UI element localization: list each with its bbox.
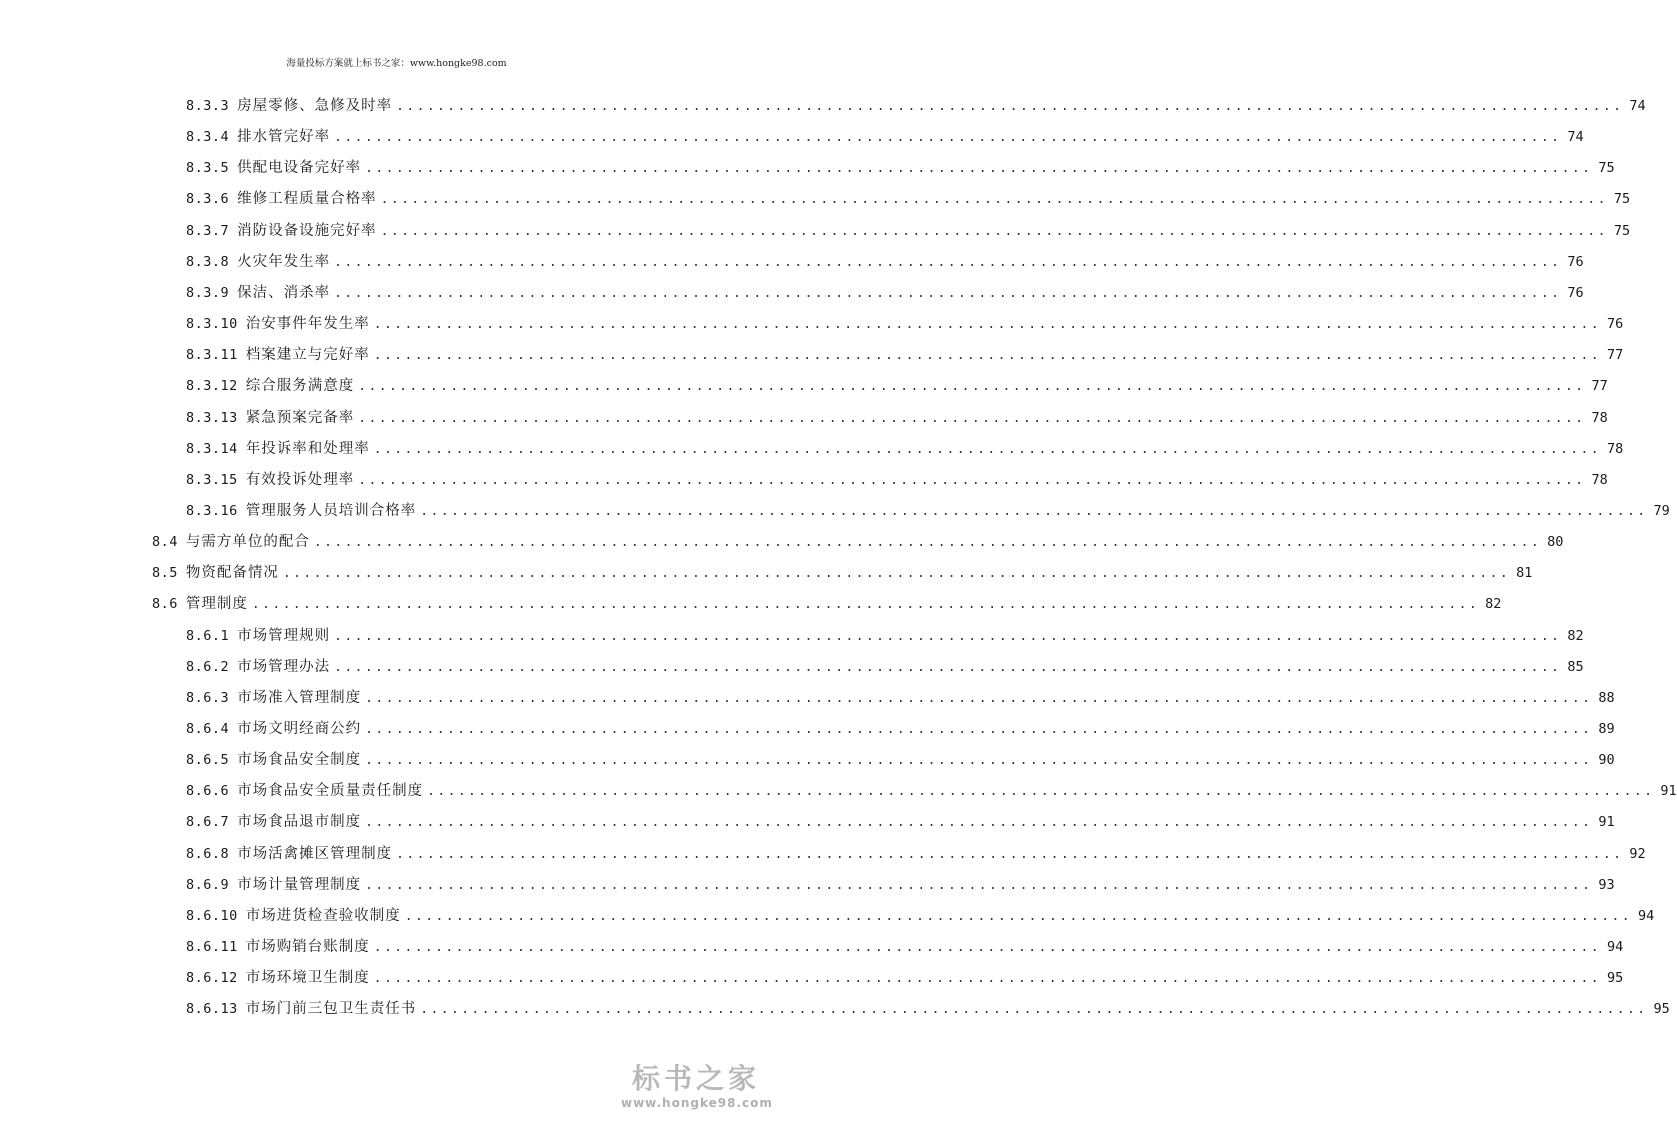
toc-entry-number: 8.6.3 [186, 689, 230, 706]
toc-entry-number: 8.3.8 [186, 253, 230, 270]
toc-entry[interactable] [186, 496, 1670, 527]
toc-entry[interactable] [186, 91, 1646, 122]
toc-entry-page: 82 [1567, 627, 1584, 644]
toc-entry[interactable] [152, 589, 1502, 620]
toc-entry-title: 管理服务人员培训合格率 [245, 502, 417, 519]
toc-leader-dots: ........................................................................................................................ [334, 130, 1562, 146]
toc-leader-dots: ........................................................................................................................ [334, 254, 1562, 270]
toc-entry-page: 88 [1598, 689, 1615, 706]
toc-entry-title: 年投诉率和处理率 [245, 440, 370, 457]
toc-leader-dots: ........................................................................................................................ [380, 223, 1608, 239]
toc-leader-dots: ........................................................................................................................ [427, 784, 1655, 800]
toc-entry-number: 8.3.4 [186, 129, 230, 146]
toc-entry[interactable] [186, 122, 1584, 153]
toc-leader-dots: ........................................................................................................................ [334, 628, 1562, 644]
toc-entry-title: 房屋零修、急修及时率 [237, 98, 393, 114]
toc-entry-number: 8.3.15 [186, 471, 238, 488]
toc-entry[interactable] [186, 745, 1615, 776]
toc-entry[interactable] [186, 776, 1677, 807]
toc-entry-title: 管理制度 [185, 596, 248, 613]
toc-entry-number: 8.6 [152, 596, 178, 613]
watermark [621, 1062, 771, 1110]
toc-entry-title: 排水管完好率 [237, 129, 331, 146]
toc-leader-dots: ........................................................................................................................ [373, 348, 1601, 364]
toc-entry-number: 8.6.11 [186, 939, 238, 956]
toc-leader-dots: ........................................................................................................................ [358, 379, 1586, 395]
toc-leader-dots: ........................................................................................................................ [373, 971, 1601, 987]
toc-entry[interactable] [186, 963, 1624, 994]
toc-entry-title: 供配电设备完好率 [237, 160, 362, 177]
toc-entry[interactable] [186, 839, 1646, 870]
toc-entry-page: 77 [1591, 378, 1608, 395]
toc-entry-title: 市场进货检查验收制度 [245, 907, 401, 924]
toc-entry-number: 8.6.10 [186, 907, 238, 924]
toc-entry-number: 8.6.7 [186, 814, 230, 831]
toc-entry-page: 80 [1547, 534, 1564, 551]
toc-leader-dots: ........................................................................................................................ [365, 815, 1593, 831]
toc-entry[interactable] [186, 714, 1615, 745]
toc-entry[interactable] [186, 309, 1624, 340]
toc-entry-number: 8.6.4 [186, 721, 230, 737]
toc-leader-dots: ........................................................................................................................ [420, 1002, 1648, 1018]
toc-entry-title: 档案建立与完好率 [245, 347, 370, 364]
toc-entry[interactable] [186, 870, 1615, 901]
toc-entry-number: 8.6.1 [186, 627, 230, 644]
toc-leader-dots: ........................................................................................................................ [365, 753, 1593, 769]
toc-entry-page: 75 [1613, 222, 1631, 239]
toc-entry[interactable] [186, 371, 1608, 402]
toc-entry-number: 8.3.7 [186, 222, 230, 239]
toc-entry-number: 8.3.13 [186, 409, 238, 426]
toc-entry-number: 8.6.5 [186, 752, 230, 769]
toc-leader-dots: ........................................................................................................................ [420, 503, 1648, 519]
toc-entry[interactable] [186, 994, 1670, 1025]
toc-leader-dots: ........................................................................................................................ [358, 410, 1586, 426]
toc-entry-page: 74 [1567, 129, 1584, 146]
toc-entry-page: 94 [1606, 939, 1624, 956]
toc-entry-number: 8.3.3 [186, 98, 230, 114]
toc-entry-number: 8.3.6 [186, 191, 230, 208]
toc-entry-page: 76 [1606, 316, 1624, 333]
toc-entry[interactable] [186, 153, 1615, 184]
toc-entry-page: 95 [1606, 970, 1624, 987]
toc-entry-page: 94 [1637, 907, 1655, 924]
toc-entry-title: 与需方单位的配合 [185, 534, 310, 551]
toc-entry-page: 78 [1591, 471, 1608, 488]
toc-leader-dots: ........................................................................................................................ [251, 597, 1480, 613]
toc-entry-title: 保洁、消杀率 [237, 284, 331, 301]
toc-leader-dots: ........................................................................................................................ [365, 877, 1593, 893]
toc-entry-number: 8.3.12 [186, 378, 238, 395]
toc-entry-number: 8.4 [152, 534, 178, 551]
toc-entry-number: 8.6.2 [186, 658, 230, 675]
toc-entry-title: 市场活禽摊区管理制度 [237, 845, 393, 862]
toc-leader-dots: ........................................................................................................................ [313, 535, 1542, 551]
toc-entry[interactable] [186, 652, 1584, 683]
toc-entry-title: 消防设备设施完好率 [237, 222, 377, 239]
toc-entry-page: 93 [1598, 876, 1615, 893]
toc-leader-dots: ........................................................................................................................ [334, 659, 1562, 675]
toc-entry-title: 市场购销台账制度 [245, 939, 370, 956]
toc-entry[interactable] [186, 901, 1655, 932]
toc-entry-number: 8.3.9 [186, 284, 230, 301]
toc-entry[interactable] [186, 465, 1608, 496]
toc-entry-page: 92 [1629, 845, 1646, 862]
toc-entry-page: 74 [1629, 98, 1646, 114]
toc-entry-number: 8.3.10 [186, 316, 238, 333]
toc-entry-title: 物资配备情况 [185, 565, 279, 582]
watermark-url: www.hongke98.com [621, 1096, 773, 1110]
toc-entry-page: 76 [1567, 284, 1584, 301]
toc-entry-title: 市场计量管理制度 [237, 876, 362, 893]
toc-entry-page: 91 [1660, 783, 1677, 800]
toc-entry-title: 治安事件年发生率 [245, 316, 370, 333]
toc-entry-page: 89 [1598, 721, 1615, 737]
toc-entry-page: 91 [1598, 814, 1615, 831]
toc-entry[interactable] [152, 558, 1533, 589]
toc-entry-title: 市场环境卫生制度 [245, 970, 370, 987]
toc-entry-number: 8.6.6 [186, 783, 230, 800]
toc-entry[interactable] [186, 932, 1624, 963]
toc-entry-title: 市场门前三包卫生责任书 [245, 1001, 417, 1018]
toc-leader-dots: ........................................................................................................................ [404, 908, 1632, 924]
toc-entry-title: 市场食品安全质量责任制度 [237, 783, 424, 800]
toc-entry[interactable] [152, 527, 1564, 558]
toc-entry-number: 8.3.5 [186, 160, 230, 177]
toc-entry[interactable] [186, 184, 1631, 215]
toc-entry[interactable] [186, 621, 1584, 652]
toc-entry-page: 78 [1606, 440, 1624, 457]
toc-entry-number: 8.6.8 [186, 845, 230, 862]
toc-entry-page: 76 [1567, 253, 1584, 270]
toc-leader-dots: ........................................................................................................................ [373, 441, 1601, 457]
toc-entry-page: 75 [1598, 160, 1615, 177]
toc-leader-dots: ........................................................................................................................ [282, 566, 1511, 582]
toc-entry-number: 8.5 [152, 565, 178, 582]
toc-entry[interactable] [186, 340, 1624, 371]
toc-entry-number: 8.6.9 [186, 876, 230, 893]
toc-entry-page: 81 [1516, 565, 1533, 582]
toc-leader-dots: ........................................................................................................................ [373, 317, 1601, 333]
toc-entry-number: 8.3.11 [186, 347, 238, 364]
toc-entry-title: 综合服务满意度 [245, 378, 355, 395]
toc-leader-dots: ........................................................................................................................ [334, 285, 1562, 301]
toc-entry-page: 77 [1606, 347, 1624, 364]
toc-entry-page: 90 [1598, 752, 1615, 769]
toc-entry[interactable] [186, 683, 1615, 714]
toc-entry[interactable] [186, 807, 1615, 838]
toc-entry-page: 78 [1591, 409, 1608, 426]
toc-leader-dots: ........................................................................................................................ [396, 99, 1624, 114]
toc-entry-title: 维修工程质量合格率 [237, 191, 377, 208]
toc-leader-dots: ........................................................................................................................ [365, 722, 1593, 737]
toc-entry[interactable] [186, 278, 1584, 309]
toc-entry-page: 82 [1485, 596, 1502, 613]
toc-leader-dots: ........................................................................................................................ [380, 192, 1608, 208]
toc-entry-number: 8.6.13 [186, 1001, 238, 1018]
toc-entry-title: 紧急预案完备率 [245, 409, 355, 426]
toc-entry[interactable] [186, 434, 1624, 465]
toc-entry-title: 市场文明经商公约 [237, 721, 362, 737]
toc-leader-dots: ........................................................................................................................ [373, 940, 1601, 956]
toc-leader-dots: ........................................................................................................................ [396, 846, 1624, 862]
toc-entry-title: 市场管理规则 [237, 627, 331, 644]
toc-leader-dots: ........................................................................................................................ [365, 690, 1593, 706]
toc-entry-number: 8.6.12 [186, 970, 238, 987]
toc-entry-number: 8.3.16 [186, 502, 238, 519]
toc-entry-page: 95 [1653, 1001, 1670, 1018]
toc-entry-page: 75 [1613, 191, 1631, 208]
toc-entry-page: 79 [1653, 502, 1670, 519]
toc-entry-title: 市场食品安全制度 [237, 752, 362, 769]
toc-leader-dots: ........................................................................................................................ [365, 161, 1593, 177]
toc-entry-title: 市场准入管理制度 [237, 689, 362, 706]
toc-entry[interactable] [186, 403, 1608, 434]
watermark-logo: 标书之家 [631, 1062, 760, 1095]
toc-entry-title: 市场管理办法 [237, 658, 331, 675]
toc-entry-title: 市场食品退市制度 [237, 814, 362, 831]
toc-entry-page: 85 [1567, 658, 1584, 675]
toc-entry[interactable] [186, 216, 1631, 247]
toc-entry-number: 8.3.14 [186, 440, 238, 457]
page-header: 海量投标方案就上标书之家：www.hongke98.com [286, 58, 507, 69]
toc-entry-title: 火灾年发生率 [237, 253, 331, 270]
toc-entry[interactable] [186, 247, 1584, 278]
toc-leader-dots: ........................................................................................................................ [358, 472, 1586, 488]
toc-entry-title: 有效投诉处理率 [245, 471, 355, 488]
